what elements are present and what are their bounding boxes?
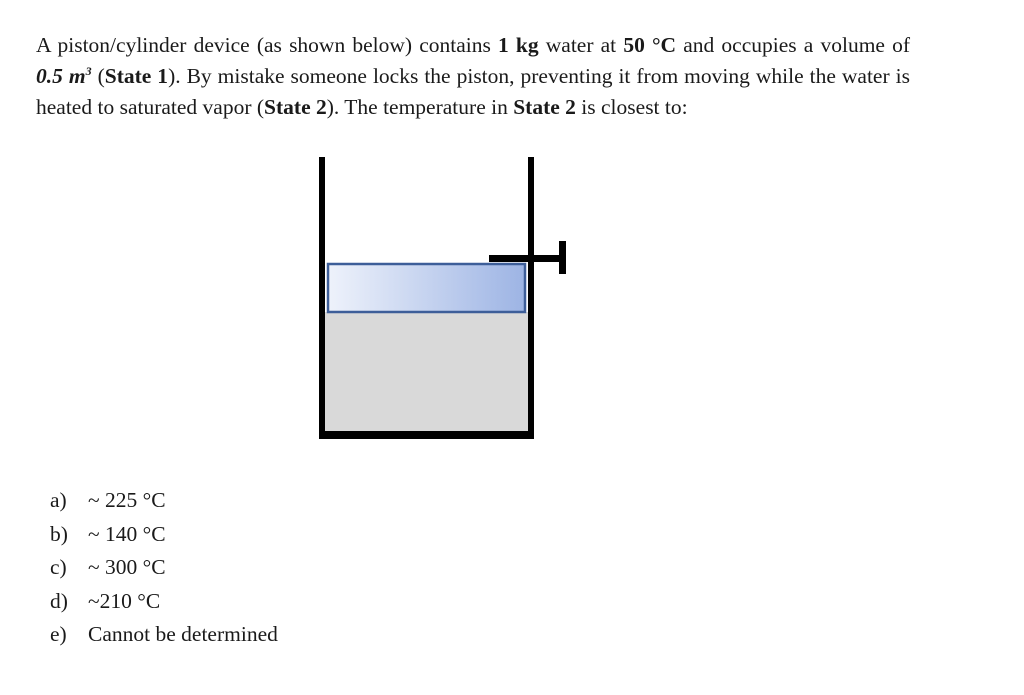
question-part: A piston/cylinder device (as shown below) contains [36,33,498,57]
option-d[interactable] [50,585,278,619]
state-2-label: State 2 [264,95,327,119]
lock-pin [489,255,559,262]
state-2-label: State 2 [513,95,576,119]
question-part: ). The temperature in [326,95,514,119]
option-letter: d) [50,588,68,613]
option-letter: a) [50,488,67,512]
option-a[interactable] [50,484,278,518]
option-letter: c) [50,555,67,579]
question-part: ). By mistake someone locks the piston, preventing it from moving while the water is heated to saturated vapor ( [36,64,910,119]
question-part: water at [538,33,624,57]
cylinder-right-wall [528,157,534,439]
cylinder-bottom [319,431,534,439]
question-part: ( [91,64,105,88]
lock-pin-handle [559,241,566,274]
cylinder-left-wall [319,157,325,439]
option-letter: e) [50,622,67,646]
question-text [36,30,910,123]
option-text: ~210 °C [88,588,161,613]
question-part: and occupies a volume of [676,33,911,57]
piston-cylinder-diagram [300,150,600,450]
option-e[interactable] [50,618,278,652]
option-text: ~ 140 °C [88,521,166,546]
volume-exponent: 3 [85,63,92,78]
state-1-label: State 1 [104,64,169,88]
question-part: is closest to: [575,95,688,119]
answer-options [50,484,278,652]
water-region [324,312,528,431]
option-text: ~ 225 °C [88,488,166,512]
volume-value: 0.5 m [36,64,86,88]
option-b[interactable] [50,518,278,552]
option-letter: b) [50,521,68,546]
piston [328,264,525,312]
option-text: ~ 300 °C [88,555,166,579]
option-c[interactable] [50,551,278,585]
mass-value: 1 kg [498,33,539,57]
option-text: Cannot be determined [88,622,278,646]
temperature-value: 50 °C [623,33,677,57]
